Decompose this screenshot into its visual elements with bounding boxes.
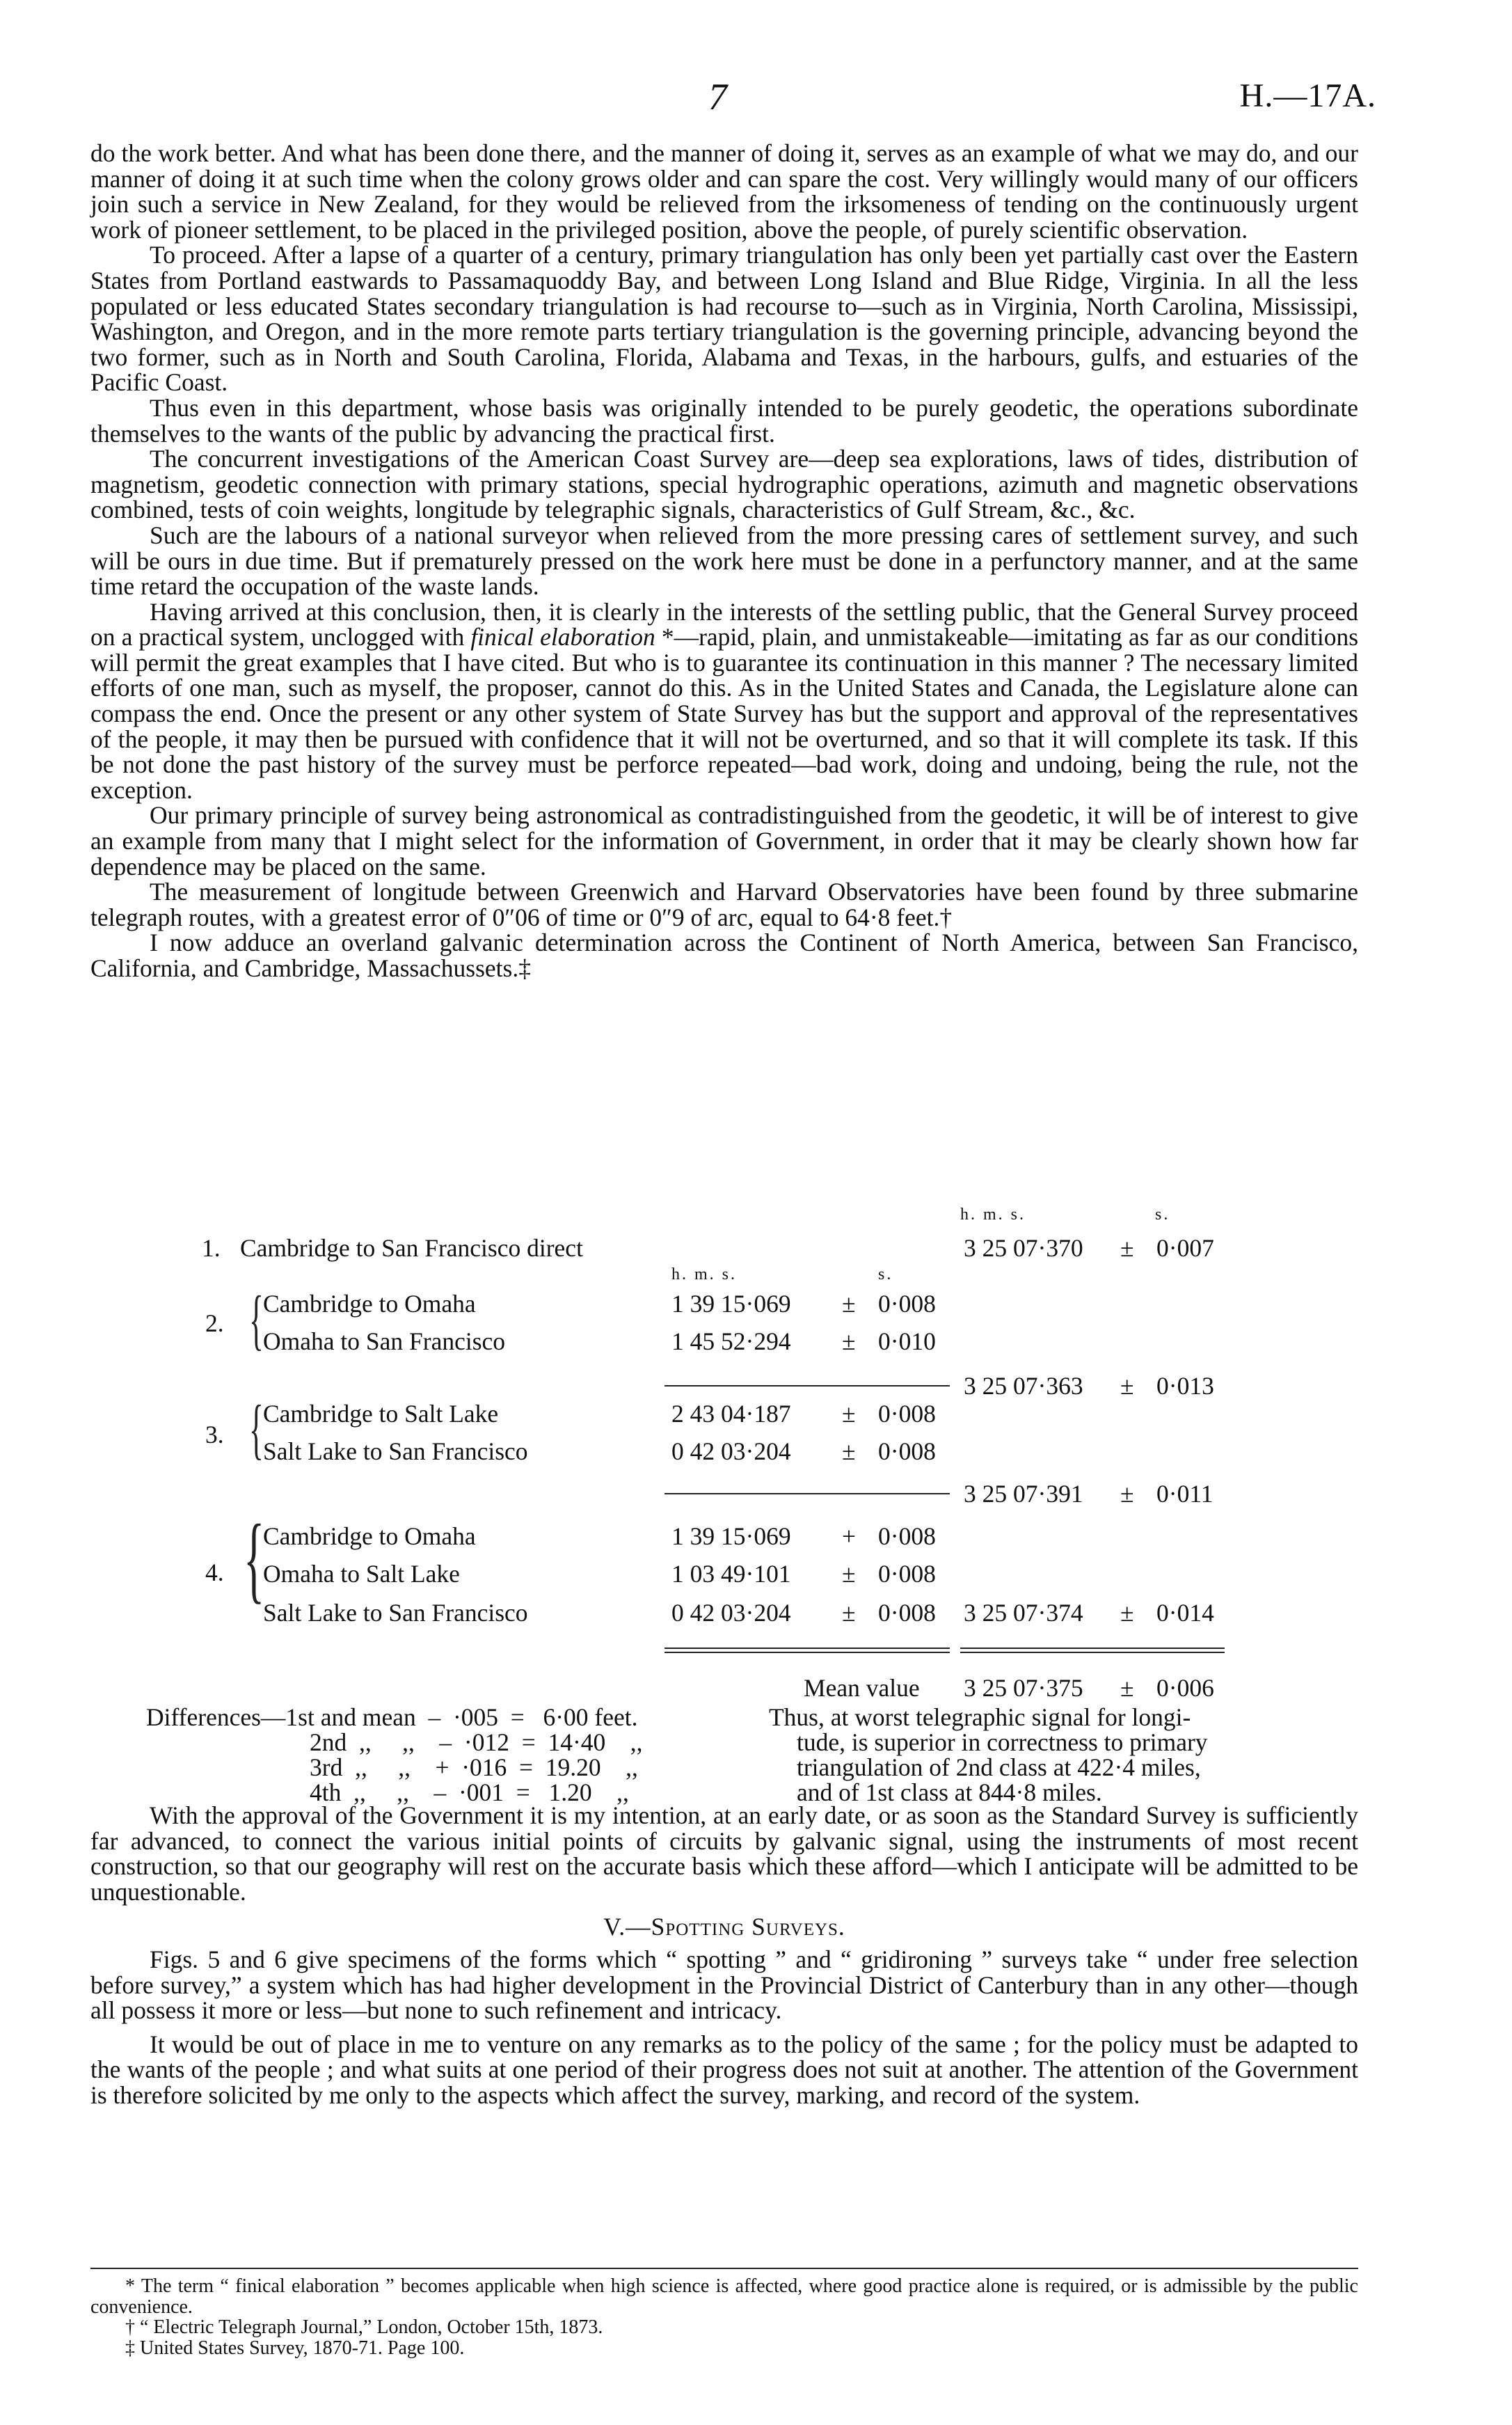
plus-minus: ±	[842, 1400, 856, 1428]
plus-minus: ±	[1120, 1599, 1134, 1627]
paragraph: Thus even in this department, whose basis was originally intended to be purely geodetic, the operations subordinate themselves to the wants of the public by advancing the practical first.	[90, 393, 1358, 448]
leg-time: 1 03 49·101	[671, 1560, 791, 1588]
paragraph: I now adduce an overland galvanic determination across the Continent of North America, between San Francisco, California, and Cambridge, Massachussets.‡	[90, 929, 1358, 982]
paragraph: Our primary principle of survey being astronomical as contradistinguished from the geodetic, it will be of interest to give an example from many that I might select for the information of Government, in order that it may be clearly shown how far dependence may be placed on the same.	[90, 801, 1358, 880]
row-number: 3.	[205, 1421, 224, 1448]
plus-minus: ±	[1120, 1234, 1134, 1262]
footnote-rule	[90, 2268, 1358, 2269]
row-number: 2.	[205, 1309, 224, 1337]
difference-line: 4th ,, ,, – ·001 = 1.20 ,,	[310, 1778, 629, 1806]
paragraph: Figs. 5 and 6 give specimens of the forms which “ spotting ” and “ gridironing ” surveys take “ under free selection before survey,” a system which has had higher development in the Provincial District of Canterbury than in any other—though all possess it more or less—but none to such refinement and intricacy.	[90, 1945, 1358, 2025]
mean-label: Mean value	[804, 1674, 920, 1702]
document-reference: H.—17A.	[1239, 77, 1376, 114]
route-label: Cambridge to Omaha	[263, 1290, 476, 1318]
error-value: 0·013	[1156, 1372, 1214, 1400]
error-value: 0·008	[878, 1437, 936, 1465]
error-value: 0·008	[878, 1400, 936, 1428]
text-run: *—rapid, plain, and unmistakeable—imitating as far as our conditions will permit the great examples that I have cited. But who is to guarantee its continuation in this manner ? The necessary limited efforts of one man, such as myself, the proposer, cannot do this. As in the United States and Canada, the Legislature alone can compass the end. Once the present or any other system of State Survey has but the support and approval of the representatives of the people, it may then be pursued with confidence that it will not be overturned, and so that it will complete its task. If this be not done the past history of the survey must be perforce repeated—bad work, doing and undoing, being the rule, not the exception.	[90, 623, 1359, 804]
plus-minus: ±	[842, 1327, 856, 1355]
paragraph: The concurrent investigations of the American Coast Survey are—deep sea explorations, laws of tides, distribution of magnetism, geodetic connection with primary stations, special hydrographic operations, azimuth and magnetic observations combined, tests of coin weights, longitude by telegraphic signals, characteristics of Gulf Stream, &c., &c.	[90, 445, 1358, 524]
row-number: 1.	[202, 1234, 221, 1262]
total-time: 3 25 07·370	[964, 1234, 1083, 1262]
difference-note: triangulation of 2nd class at 422·4 miles,	[797, 1753, 1201, 1781]
difference-line: 2nd ,, ,, – ·012 = 14·40 ,,	[310, 1728, 643, 1756]
paragraph: To proceed. After a lapse of a quarter of a century, primary triangulation has only been yet partially cast over the Eastern States from Portland eastwards to Passamaquoddy Bay, and between Long Island and Blue Ridge, Virginia. In all the less populated or less educated States secondary triangulation is had recourse to—such as in Virginia, North Carolina, Mississipi, Washington, and Oregon, and in the more remote parts tertiary triangulation is the governing principle, advancing beyond the two former, such as in North and South Carolina, Florida, Alabama and Texas, in the harbours, gulfs, and estuaries of the Pacific Coast.	[90, 241, 1358, 397]
plus-minus: ±	[842, 1290, 856, 1318]
leg-time: 1 39 15·069	[671, 1290, 791, 1318]
sum-rule	[960, 1652, 1225, 1653]
paragraph: do the work better. And what has been done there, and the manner of doing it, serves as an example of what we may do, and our manner of doing it at such time when the colony grows older and can spare the cost. Very willingly would many of our officers join such a service in New Zealand, for they would be relieved from the irksomeness of tending on the continuously urgent work of pioneer settlement, to be placed in the privileged position, above the people, of purely scientific observation.	[90, 139, 1358, 244]
difference-line: Differences—1st and mean – ·005 = 6·00 feet.	[146, 1703, 638, 1731]
unit-hms-header: h. m. s.	[671, 1265, 738, 1283]
row-number: 4.	[205, 1558, 224, 1586]
route-label: Cambridge to Salt Lake	[263, 1400, 499, 1428]
plus-minus: ±	[842, 1437, 856, 1465]
error-value: 0·010	[878, 1327, 936, 1355]
plus-minus: ±	[1120, 1372, 1134, 1400]
footnotes	[90, 2276, 1358, 2358]
leg-time: 1 39 15·069	[671, 1522, 791, 1550]
route-label: Salt Lake to San Francisco	[263, 1437, 528, 1465]
leg-time: 1 45 52·294	[671, 1327, 791, 1355]
error-value: 0·008	[878, 1599, 936, 1627]
brace: {	[249, 1282, 264, 1357]
brace: {	[244, 1505, 265, 1613]
route-label: Omaha to Salt Lake	[263, 1560, 460, 1588]
brace: {	[249, 1391, 264, 1466]
error-value: 0·011	[1156, 1480, 1213, 1508]
difference-note: tude, is superior in correctness to primary	[797, 1728, 1208, 1756]
plus-minus: ±	[1120, 1480, 1134, 1508]
plus-minus: ±	[842, 1599, 856, 1627]
body-text-top	[90, 141, 1358, 981]
footnote: † “ Electric Telegraph Journal,” London, October 15th, 1873.	[125, 2316, 603, 2338]
leg-time: 0 42 03·204	[671, 1599, 791, 1627]
error-value: 0·014	[1156, 1599, 1214, 1627]
mean-error: 0·006	[1156, 1674, 1214, 1702]
difference-line: 3rd ,, ,, + ·016 = 19.20 ,,	[310, 1753, 638, 1781]
total-time: 3 25 07·374	[964, 1599, 1083, 1627]
plus-minus: +	[842, 1522, 857, 1550]
error-value: 0·008	[878, 1522, 936, 1550]
sum-rule	[665, 1652, 950, 1653]
leg-time: 0 42 03·204	[671, 1437, 791, 1465]
plus-minus: ±	[1120, 1674, 1134, 1702]
sum-rule	[665, 1493, 950, 1494]
error-value: 0·008	[878, 1290, 936, 1318]
footnote: ‡ United States Survey, 1870-71. Page 100.	[125, 2337, 465, 2359]
page-number: 7	[708, 76, 727, 118]
italic-phrase: finical elaboration	[470, 623, 655, 651]
error-value: 0·007	[1156, 1234, 1214, 1262]
unit-s-header: s.	[878, 1265, 893, 1283]
footnote: * The term “ finical elaboration ” becomes applicable when high science is affected, where good practice alone is required, or is admissible by the public convenience.	[90, 2275, 1358, 2318]
total-time: 3 25 07·391	[964, 1480, 1083, 1508]
sum-rule	[665, 1385, 950, 1387]
route-label: Cambridge to Omaha	[263, 1522, 476, 1550]
total-time: 3 25 07·363	[964, 1372, 1083, 1400]
paragraph: With the approval of the Government it is my intention, at an early date, or as soon as the Standard Survey is sufficiently far advanced, to connect the various initial points of circuits by galvanic signal, using the instruments of most recent construction, so that our geography will rest on the accurate basis which these afford—which I anticipate will be admitted to be unquestionable.	[90, 1801, 1358, 1906]
body-text-bottom	[90, 1803, 1358, 2108]
unit-hms-header: h. m. s.	[960, 1206, 1026, 1224]
paragraph: It would be out of place in me to venture on any remarks as to the policy of the same ; for the policy must be adapted to the wants of the people ; and what suits at one period of their progress does not suit at another. The attention of the Government is therefore solicited by me only to the aspects which affect the survey, marking, and record of the system.	[90, 2030, 1358, 2109]
unit-s-header: s.	[1155, 1206, 1170, 1224]
route-label: Omaha to San Francisco	[263, 1327, 506, 1355]
plus-minus: ±	[842, 1560, 856, 1588]
difference-note: Thus, at worst telegraphic signal for longi-	[769, 1703, 1191, 1731]
section-heading: V.—Spotting Surveys.	[603, 1913, 845, 1941]
difference-note: and of 1st class at 844·8 miles.	[797, 1778, 1102, 1806]
route-label: Salt Lake to San Francisco	[263, 1599, 528, 1627]
paragraph-finical	[90, 599, 1358, 803]
paragraph: Such are the labours of a national surveyor when relieved from the more pressing cares of settlement survey, and such will be ours in due time. But if prematurely pressed on the work here must be done in a perfunctory manner, and at the same time retard the occupation of the waste lands.	[90, 521, 1358, 601]
route-label: Cambridge to San Francisco direct	[240, 1234, 583, 1262]
sum-rule	[665, 1648, 950, 1649]
error-value: 0·008	[878, 1560, 936, 1588]
sum-rule	[960, 1648, 1225, 1649]
mean-value: 3 25 07·375	[964, 1674, 1083, 1702]
leg-time: 2 43 04·187	[671, 1400, 791, 1428]
text-run: Having arrived at this conclusion, then, it is clearly in the interests of the settling public, that the General Survey proceed on a practical system, unclogged with	[90, 597, 1358, 651]
paragraph: The measurement of longitude between Greenwich and Harvard Observatories have been found by three submarine telegraph routes, with a greatest error of 0″06 of time or 0″9 of arc, equal to 64·8 feet.†	[90, 878, 1358, 931]
